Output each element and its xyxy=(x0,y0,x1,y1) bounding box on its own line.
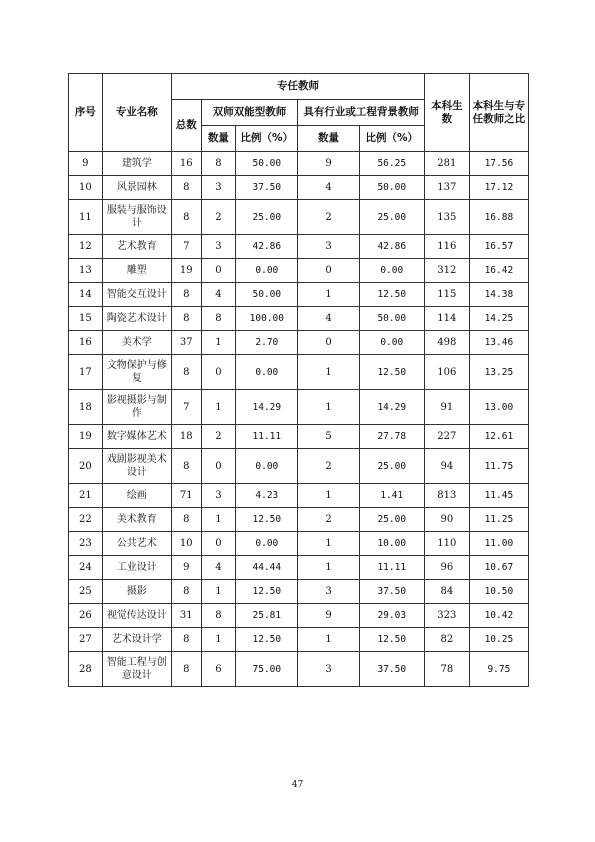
header-industry-count: 数量 xyxy=(298,126,359,152)
table-row xyxy=(69,331,529,355)
cell-seq: 28 xyxy=(69,652,103,687)
cell-undergrad-count: 84 xyxy=(424,580,469,604)
table-row xyxy=(69,259,529,283)
cell-major-name: 艺术设计学 xyxy=(102,628,171,652)
table-row xyxy=(69,508,529,532)
cell-major-name: 美术教育 xyxy=(102,508,171,532)
cell-seq: 27 xyxy=(69,628,103,652)
cell-dual-count: 6 xyxy=(201,652,236,687)
header-major-name: 专业名称 xyxy=(102,74,171,152)
table-row xyxy=(69,484,529,508)
cell-dual-ratio: 100.00 xyxy=(236,307,298,331)
cell-undergrad-count: 114 xyxy=(424,307,469,331)
table-row xyxy=(69,580,529,604)
cell-seq: 11 xyxy=(69,200,103,235)
cell-total: 8 xyxy=(171,176,201,200)
cell-dual-ratio: 50.00 xyxy=(236,283,298,307)
cell-undergrad-count: 312 xyxy=(424,259,469,283)
cell-industry-count: 2 xyxy=(298,508,359,532)
table-body xyxy=(69,152,529,687)
cell-student-teacher-ratio: 17.12 xyxy=(469,176,528,200)
table-row xyxy=(69,176,529,200)
header-student-teacher-ratio: 本科生与专任教师之比 xyxy=(469,74,528,152)
cell-dual-ratio: 25.00 xyxy=(236,200,298,235)
table-row xyxy=(69,283,529,307)
table-row xyxy=(69,235,529,259)
cell-dual-ratio: 12.50 xyxy=(236,628,298,652)
cell-major-name: 戏剧影视美术设计 xyxy=(102,449,171,484)
cell-dual-count: 4 xyxy=(201,283,236,307)
cell-industry-count: 3 xyxy=(298,652,359,687)
cell-seq: 23 xyxy=(69,532,103,556)
cell-seq: 19 xyxy=(69,425,103,449)
cell-student-teacher-ratio: 17.56 xyxy=(469,152,528,176)
cell-undergrad-count: 116 xyxy=(424,235,469,259)
cell-industry-ratio: 10.00 xyxy=(359,532,424,556)
table-row xyxy=(69,355,529,390)
cell-student-teacher-ratio: 13.25 xyxy=(469,355,528,390)
cell-student-teacher-ratio: 11.75 xyxy=(469,449,528,484)
cell-major-name: 摄影 xyxy=(102,580,171,604)
table-row xyxy=(69,425,529,449)
cell-undergrad-count: 96 xyxy=(424,556,469,580)
cell-industry-ratio: 1.41 xyxy=(359,484,424,508)
cell-total: 19 xyxy=(171,259,201,283)
table-row xyxy=(69,390,529,425)
cell-industry-ratio: 12.50 xyxy=(359,355,424,390)
cell-industry-count: 1 xyxy=(298,628,359,652)
cell-industry-ratio: 0.00 xyxy=(359,331,424,355)
cell-student-teacher-ratio: 10.67 xyxy=(469,556,528,580)
cell-dual-ratio: 0.00 xyxy=(236,259,298,283)
cell-seq: 13 xyxy=(69,259,103,283)
cell-undergrad-count: 813 xyxy=(424,484,469,508)
cell-industry-ratio: 56.25 xyxy=(359,152,424,176)
cell-dual-ratio: 4.23 xyxy=(236,484,298,508)
cell-dual-ratio: 50.00 xyxy=(236,152,298,176)
cell-major-name: 服装与服饰设计 xyxy=(102,200,171,235)
cell-dual-count: 3 xyxy=(201,484,236,508)
cell-dual-count: 0 xyxy=(201,532,236,556)
table-row xyxy=(69,307,529,331)
cell-undergrad-count: 281 xyxy=(424,152,469,176)
cell-dual-count: 3 xyxy=(201,235,236,259)
cell-seq: 16 xyxy=(69,331,103,355)
cell-total: 31 xyxy=(171,604,201,628)
cell-seq: 26 xyxy=(69,604,103,628)
cell-major-name: 公共艺术 xyxy=(102,532,171,556)
cell-industry-ratio: 37.50 xyxy=(359,580,424,604)
cell-dual-ratio: 11.11 xyxy=(236,425,298,449)
cell-industry-count: 1 xyxy=(298,556,359,580)
cell-major-name: 陶瓷艺术设计 xyxy=(102,307,171,331)
cell-industry-count: 0 xyxy=(298,259,359,283)
cell-total: 8 xyxy=(171,628,201,652)
cell-total: 18 xyxy=(171,425,201,449)
cell-total: 7 xyxy=(171,390,201,425)
table-row xyxy=(69,152,529,176)
cell-student-teacher-ratio: 12.61 xyxy=(469,425,528,449)
cell-industry-ratio: 27.78 xyxy=(359,425,424,449)
cell-industry-count: 4 xyxy=(298,176,359,200)
cell-undergrad-count: 115 xyxy=(424,283,469,307)
cell-industry-count: 1 xyxy=(298,355,359,390)
header-total: 总数 xyxy=(171,100,201,152)
cell-dual-ratio: 0.00 xyxy=(236,532,298,556)
table-row xyxy=(69,532,529,556)
header-dual-ratio: 比例（%） xyxy=(236,126,298,152)
table-row xyxy=(69,200,529,235)
cell-industry-count: 9 xyxy=(298,152,359,176)
cell-dual-count: 0 xyxy=(201,355,236,390)
header-dual-type: 双师双能型教师 xyxy=(201,100,298,126)
cell-dual-ratio: 25.81 xyxy=(236,604,298,628)
cell-dual-ratio: 0.00 xyxy=(236,449,298,484)
cell-student-teacher-ratio: 14.25 xyxy=(469,307,528,331)
cell-industry-ratio: 37.50 xyxy=(359,652,424,687)
table-row xyxy=(69,556,529,580)
cell-industry-count: 2 xyxy=(298,449,359,484)
cell-student-teacher-ratio: 10.42 xyxy=(469,604,528,628)
cell-industry-ratio: 25.00 xyxy=(359,508,424,532)
cell-industry-count: 3 xyxy=(298,580,359,604)
cell-student-teacher-ratio: 10.25 xyxy=(469,628,528,652)
cell-total: 8 xyxy=(171,449,201,484)
cell-total: 8 xyxy=(171,508,201,532)
cell-major-name: 影视摄影与制作 xyxy=(102,390,171,425)
cell-major-name: 数字媒体艺术 xyxy=(102,425,171,449)
cell-total: 16 xyxy=(171,152,201,176)
cell-seq: 25 xyxy=(69,580,103,604)
cell-seq: 21 xyxy=(69,484,103,508)
table-row xyxy=(69,449,529,484)
cell-dual-ratio: 12.50 xyxy=(236,580,298,604)
cell-undergrad-count: 94 xyxy=(424,449,469,484)
cell-student-teacher-ratio: 9.75 xyxy=(469,652,528,687)
cell-major-name: 视觉传达设计 xyxy=(102,604,171,628)
cell-industry-ratio: 14.29 xyxy=(359,390,424,425)
cell-undergrad-count: 135 xyxy=(424,200,469,235)
cell-dual-count: 8 xyxy=(201,604,236,628)
cell-undergrad-count: 90 xyxy=(424,508,469,532)
cell-industry-count: 9 xyxy=(298,604,359,628)
cell-student-teacher-ratio: 14.38 xyxy=(469,283,528,307)
cell-total: 8 xyxy=(171,652,201,687)
cell-undergrad-count: 78 xyxy=(424,652,469,687)
cell-undergrad-count: 323 xyxy=(424,604,469,628)
cell-major-name: 雕塑 xyxy=(102,259,171,283)
cell-total: 9 xyxy=(171,556,201,580)
cell-major-name: 绘画 xyxy=(102,484,171,508)
cell-dual-count: 2 xyxy=(201,200,236,235)
cell-seq: 15 xyxy=(69,307,103,331)
cell-undergrad-count: 91 xyxy=(424,390,469,425)
cell-industry-ratio: 12.50 xyxy=(359,283,424,307)
cell-dual-ratio: 12.50 xyxy=(236,508,298,532)
cell-industry-ratio: 50.00 xyxy=(359,307,424,331)
cell-dual-count: 1 xyxy=(201,580,236,604)
cell-dual-ratio: 2.70 xyxy=(236,331,298,355)
cell-total: 8 xyxy=(171,283,201,307)
cell-student-teacher-ratio: 13.46 xyxy=(469,331,528,355)
cell-industry-ratio: 0.00 xyxy=(359,259,424,283)
cell-student-teacher-ratio: 16.57 xyxy=(469,235,528,259)
cell-total: 8 xyxy=(171,355,201,390)
header-industry-background: 具有行业或工程背景教师 xyxy=(298,100,425,126)
cell-industry-count: 5 xyxy=(298,425,359,449)
cell-industry-ratio: 12.50 xyxy=(359,628,424,652)
cell-undergrad-count: 82 xyxy=(424,628,469,652)
cell-industry-count: 1 xyxy=(298,484,359,508)
cell-student-teacher-ratio: 11.25 xyxy=(469,508,528,532)
cell-dual-ratio: 37.50 xyxy=(236,176,298,200)
cell-dual-ratio: 75.00 xyxy=(236,652,298,687)
cell-dual-ratio: 14.29 xyxy=(236,390,298,425)
cell-student-teacher-ratio: 10.50 xyxy=(469,580,528,604)
cell-major-name: 文物保护与修复 xyxy=(102,355,171,390)
cell-industry-count: 1 xyxy=(298,532,359,556)
cell-seq: 20 xyxy=(69,449,103,484)
header-full-time-teachers: 专任教师 xyxy=(171,74,424,100)
cell-dual-count: 1 xyxy=(201,390,236,425)
cell-dual-count: 4 xyxy=(201,556,236,580)
cell-seq: 12 xyxy=(69,235,103,259)
table-row xyxy=(69,652,529,687)
teacher-stats-table xyxy=(68,73,529,687)
header-industry-ratio: 比例（%） xyxy=(359,126,424,152)
cell-dual-count: 1 xyxy=(201,331,236,355)
cell-undergrad-count: 137 xyxy=(424,176,469,200)
cell-seq: 14 xyxy=(69,283,103,307)
cell-industry-ratio: 42.86 xyxy=(359,235,424,259)
cell-industry-count: 4 xyxy=(298,307,359,331)
cell-total: 8 xyxy=(171,307,201,331)
table-row xyxy=(69,628,529,652)
cell-undergrad-count: 106 xyxy=(424,355,469,390)
cell-seq: 10 xyxy=(69,176,103,200)
cell-industry-ratio: 29.03 xyxy=(359,604,424,628)
cell-student-teacher-ratio: 11.00 xyxy=(469,532,528,556)
cell-total: 10 xyxy=(171,532,201,556)
cell-major-name: 风景园林 xyxy=(102,176,171,200)
cell-industry-count: 3 xyxy=(298,235,359,259)
cell-major-name: 智能交互设计 xyxy=(102,283,171,307)
table-row xyxy=(69,604,529,628)
cell-major-name: 美术学 xyxy=(102,331,171,355)
cell-dual-count: 1 xyxy=(201,628,236,652)
cell-dual-ratio: 42.86 xyxy=(236,235,298,259)
cell-dual-ratio: 44.44 xyxy=(236,556,298,580)
cell-industry-count: 2 xyxy=(298,200,359,235)
header-seq: 序号 xyxy=(69,74,103,152)
cell-industry-ratio: 11.11 xyxy=(359,556,424,580)
cell-total: 37 xyxy=(171,331,201,355)
cell-undergrad-count: 110 xyxy=(424,532,469,556)
cell-total: 7 xyxy=(171,235,201,259)
cell-student-teacher-ratio: 16.42 xyxy=(469,259,528,283)
cell-seq: 9 xyxy=(69,152,103,176)
header-dual-count: 数量 xyxy=(201,126,236,152)
cell-industry-count: 0 xyxy=(298,331,359,355)
cell-total: 71 xyxy=(171,484,201,508)
cell-major-name: 建筑学 xyxy=(102,152,171,176)
cell-seq: 17 xyxy=(69,355,103,390)
cell-student-teacher-ratio: 13.00 xyxy=(469,390,528,425)
cell-seq: 22 xyxy=(69,508,103,532)
header-undergrad-count: 本科生数 xyxy=(424,74,469,152)
cell-industry-ratio: 25.00 xyxy=(359,449,424,484)
cell-dual-count: 1 xyxy=(201,508,236,532)
cell-industry-ratio: 50.00 xyxy=(359,176,424,200)
page-number: 47 xyxy=(291,780,304,790)
cell-seq: 24 xyxy=(69,556,103,580)
cell-industry-count: 1 xyxy=(298,390,359,425)
cell-student-teacher-ratio: 11.45 xyxy=(469,484,528,508)
cell-undergrad-count: 498 xyxy=(424,331,469,355)
cell-seq: 18 xyxy=(69,390,103,425)
cell-dual-count: 8 xyxy=(201,307,236,331)
cell-industry-count: 1 xyxy=(298,283,359,307)
cell-dual-count: 0 xyxy=(201,449,236,484)
cell-dual-ratio: 0.00 xyxy=(236,355,298,390)
cell-dual-count: 2 xyxy=(201,425,236,449)
cell-total: 8 xyxy=(171,580,201,604)
cell-dual-count: 0 xyxy=(201,259,236,283)
cell-major-name: 智能工程与创意设计 xyxy=(102,652,171,687)
cell-student-teacher-ratio: 16.88 xyxy=(469,200,528,235)
cell-major-name: 艺术教育 xyxy=(102,235,171,259)
cell-dual-count: 8 xyxy=(201,152,236,176)
cell-dual-count: 3 xyxy=(201,176,236,200)
cell-major-name: 工业设计 xyxy=(102,556,171,580)
cell-industry-ratio: 25.00 xyxy=(359,200,424,235)
cell-undergrad-count: 227 xyxy=(424,425,469,449)
cell-total: 8 xyxy=(171,200,201,235)
